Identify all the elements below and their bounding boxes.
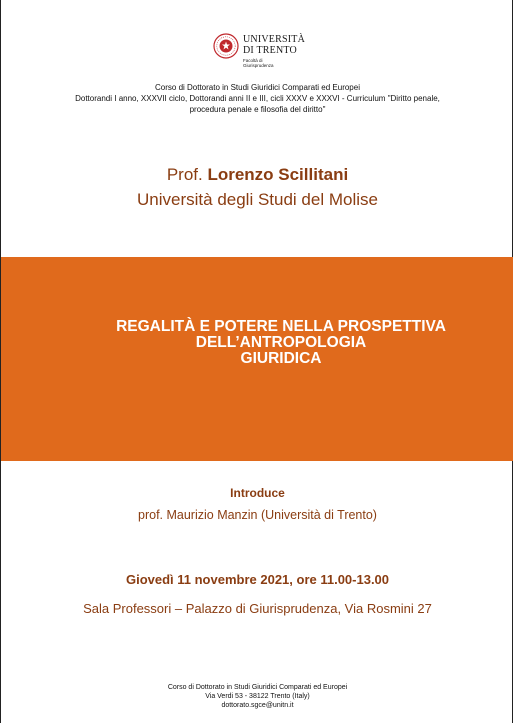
logo-wordmark <box>243 35 305 69</box>
intro-label: Introduce <box>230 486 285 500</box>
logo-sub-line-1: Facoltà di <box>243 58 263 63</box>
course-header-line-3: procedura penale e filosofia del diritto" <box>189 105 326 114</box>
lecture-title-line-1: REGALITÀ E POTERE NELLA PROSPETTIVA <box>116 318 446 335</box>
footer-email[interactable]: dottorato.sgce@unitn.it <box>221 702 294 709</box>
course-header <box>41 82 474 115</box>
logo-sub-line-2: Giurisprudenza <box>243 63 274 69</box>
title-banner <box>1 257 513 461</box>
university-seal-icon <box>213 33 239 59</box>
lecture-title-line-2: DELL’ANTROPOLOGIA <box>195 334 367 351</box>
course-header-line-1: Corso di Dottorato in Studi Giuridici Comparati ed Europei <box>155 83 360 92</box>
speaker-prefix: Prof. <box>166 165 208 184</box>
course-header-line-2: Dottorandi I anno, XXXVII ciclo, Dottorandi anni II e III, cicli XXXV e XXXVI - Curriculum "Diritto penale, <box>75 94 440 103</box>
event-venue: Sala Professori – Palazzo di Giurisprudenza, Via Rosmini 27 <box>83 601 432 616</box>
logo-line-2: DI TRENTO <box>243 45 297 56</box>
footer-line-1: Corso di Dottorato in Studi Giuridici Comparati ed Europei <box>167 684 348 691</box>
lecture-title-line-3: GIURIDICA <box>240 350 322 367</box>
logo-faculty <box>243 58 305 69</box>
footer-line-2: Via Verdi 53 - 38122 Trento (Italy) <box>205 693 310 700</box>
university-logo <box>213 33 313 75</box>
speaker-name <box>1 165 513 185</box>
speaker-university: Università degli Studi del Molise <box>137 190 378 209</box>
lecture-title <box>61 319 501 367</box>
footer <box>1 683 513 710</box>
intro-speaker: prof. Maurizio Manzin (Università di Trento) <box>138 508 377 522</box>
speaker-fullname: Lorenzo Scillitani <box>207 165 349 184</box>
logo-line-1: UNIVERSITÀ <box>243 34 305 45</box>
event-date: Giovedì 11 novembre 2021, ore 11.00-13.00 <box>125 572 390 587</box>
